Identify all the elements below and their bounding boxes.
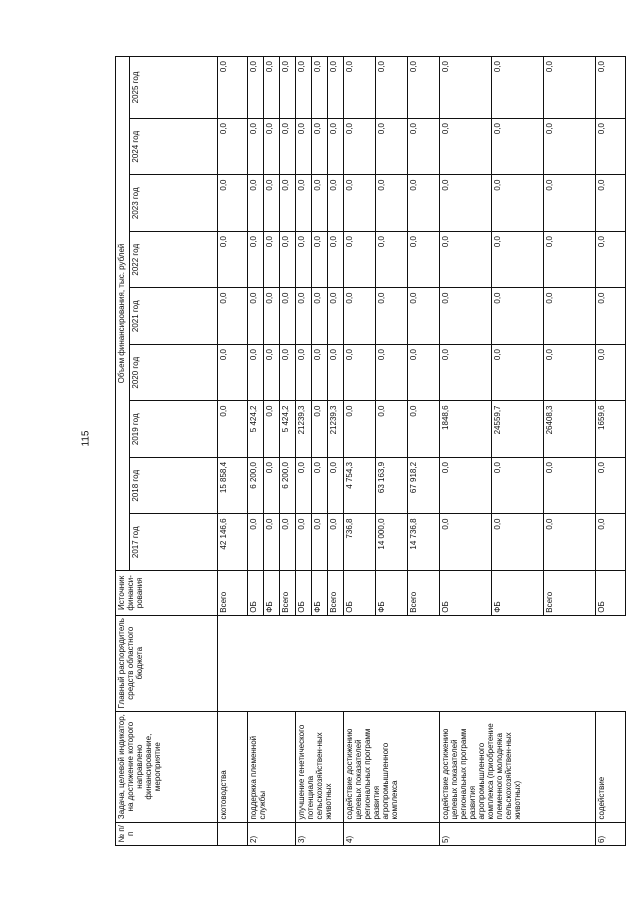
row-distributor xyxy=(440,615,596,711)
row-source: Всего xyxy=(544,570,596,615)
value-cell: 0,0 xyxy=(218,231,248,288)
value-cell: 67 918,2 xyxy=(408,457,440,514)
value-cell: 0,0 xyxy=(312,514,328,571)
row-task: содействие xyxy=(596,711,626,822)
row-source: Всего xyxy=(408,570,440,615)
value-cell: 0,0 xyxy=(296,514,312,571)
value-cell: 0,0 xyxy=(312,344,328,401)
header-distributor: Главный распорядитель средств областного бюджета xyxy=(116,615,218,711)
value-cell: 0,0 xyxy=(440,457,492,514)
row-task: содействие достижению целевых показателей региональных программ развития агропромышленного комплекса (приобретение племенного молодняка сельскохозяйствен-ных животных) xyxy=(440,711,596,822)
value-cell: 0,0 xyxy=(248,288,264,345)
value-cell: 0,0 xyxy=(544,57,596,119)
value-cell: 0,0 xyxy=(280,514,296,571)
value-cell: 0,0 xyxy=(492,57,544,119)
value-cell: 0,0 xyxy=(596,118,626,175)
value-cell: 0,0 xyxy=(344,344,376,401)
value-cell: 0,0 xyxy=(596,344,626,401)
value-cell: 0,0 xyxy=(544,514,596,571)
value-cell: 0,0 xyxy=(280,288,296,345)
row-source: ОБ xyxy=(248,570,264,615)
value-cell: 0,0 xyxy=(408,57,440,119)
value-cell: 15 858,4 xyxy=(218,457,248,514)
row-task: скотоводства xyxy=(218,711,248,822)
value-cell: 0,0 xyxy=(376,288,408,345)
table-row xyxy=(296,57,312,846)
value-cell: 0,0 xyxy=(544,344,596,401)
value-cell: 0,0 xyxy=(264,231,280,288)
value-cell: 0,0 xyxy=(296,57,312,119)
header-year: 2024 год xyxy=(130,118,218,175)
value-cell: 0,0 xyxy=(312,288,328,345)
value-cell: 5 424,2 xyxy=(280,401,296,458)
table-row xyxy=(344,57,376,846)
header-year: 2022 год xyxy=(130,231,218,288)
value-cell: 21239,3 xyxy=(328,401,344,458)
value-cell: 0,0 xyxy=(408,288,440,345)
value-cell: 0,0 xyxy=(312,401,328,458)
value-cell: 0,0 xyxy=(408,401,440,458)
value-cell: 0,0 xyxy=(544,288,596,345)
value-cell: 0,0 xyxy=(264,344,280,401)
value-cell: 0,0 xyxy=(264,118,280,175)
value-cell: 0,0 xyxy=(312,231,328,288)
value-cell: 0,0 xyxy=(440,288,492,345)
value-cell: 0,0 xyxy=(544,118,596,175)
value-cell: 0,0 xyxy=(248,344,264,401)
value-cell: 0,0 xyxy=(544,175,596,232)
row-source: Всего xyxy=(218,570,248,615)
header-year: 2023 год xyxy=(130,175,218,232)
value-cell: 0,0 xyxy=(344,175,376,232)
value-cell: 0,0 xyxy=(328,288,344,345)
value-cell: 63 163,9 xyxy=(376,457,408,514)
value-cell: 21239,3 xyxy=(296,401,312,458)
value-cell: 0,0 xyxy=(218,57,248,119)
value-cell: 0,0 xyxy=(344,288,376,345)
value-cell: 0,0 xyxy=(596,514,626,571)
row-number xyxy=(218,822,248,845)
value-cell: 42 146,6 xyxy=(218,514,248,571)
value-cell: 0,0 xyxy=(408,175,440,232)
value-cell: 0,0 xyxy=(248,57,264,119)
table-body xyxy=(218,57,626,846)
header-no: № п/п xyxy=(116,822,218,845)
row-distributor xyxy=(248,615,296,711)
value-cell: 0,0 xyxy=(328,231,344,288)
row-distributor xyxy=(596,615,626,711)
value-cell: 0,0 xyxy=(376,344,408,401)
value-cell: 0,0 xyxy=(218,344,248,401)
value-cell: 0,0 xyxy=(492,118,544,175)
header-year: 2021 год xyxy=(130,288,218,345)
value-cell: 0,0 xyxy=(328,57,344,119)
value-cell: 0,0 xyxy=(296,175,312,232)
value-cell: 0,0 xyxy=(376,401,408,458)
row-source: ОБ xyxy=(440,570,492,615)
value-cell: 0,0 xyxy=(218,118,248,175)
row-task: улучшение генетического потенциала сельскохозяйствен-ных животных xyxy=(296,711,344,822)
table-row xyxy=(218,57,248,846)
header-source: Источник финанси-рования xyxy=(116,570,218,615)
value-cell: 0,0 xyxy=(296,344,312,401)
row-distributor xyxy=(218,615,248,711)
row-source: ОБ xyxy=(296,570,312,615)
table-row xyxy=(248,57,264,846)
row-number: 5) xyxy=(440,822,596,845)
value-cell: 1848,6 xyxy=(440,401,492,458)
value-cell: 4 754,3 xyxy=(344,457,376,514)
value-cell: 0,0 xyxy=(344,231,376,288)
financing-table-rotated xyxy=(115,56,640,846)
value-cell: 0,0 xyxy=(440,514,492,571)
value-cell: 0,0 xyxy=(544,231,596,288)
value-cell: 0,0 xyxy=(218,401,248,458)
page-number: 115 xyxy=(80,430,92,447)
row-number: 4) xyxy=(344,822,440,845)
value-cell: 0,0 xyxy=(312,118,328,175)
row-source: ОБ xyxy=(344,570,376,615)
row-task: содействие достижению целевых показателей региональных программ развития агропромышленного комплекса xyxy=(344,711,440,822)
value-cell: 0,0 xyxy=(280,344,296,401)
value-cell: 0,0 xyxy=(492,231,544,288)
value-cell: 0,0 xyxy=(328,175,344,232)
value-cell: 0,0 xyxy=(492,175,544,232)
value-cell: 0,0 xyxy=(408,344,440,401)
value-cell: 0,0 xyxy=(248,231,264,288)
value-cell: 0,0 xyxy=(492,457,544,514)
value-cell: 0,0 xyxy=(312,175,328,232)
value-cell: 0,0 xyxy=(440,344,492,401)
value-cell: 0,0 xyxy=(440,118,492,175)
header-year: 2019 год xyxy=(130,401,218,458)
value-cell: 0,0 xyxy=(440,175,492,232)
value-cell: 0,0 xyxy=(596,288,626,345)
value-cell: 0,0 xyxy=(492,514,544,571)
value-cell: 0,0 xyxy=(296,118,312,175)
value-cell: 6 200,0 xyxy=(248,457,264,514)
header-year: 2020 год xyxy=(130,344,218,401)
value-cell: 0,0 xyxy=(344,401,376,458)
value-cell: 0,0 xyxy=(248,514,264,571)
value-cell: 0,0 xyxy=(218,175,248,232)
value-cell: 0,0 xyxy=(218,288,248,345)
value-cell: 0,0 xyxy=(280,57,296,119)
value-cell: 0,0 xyxy=(376,231,408,288)
value-cell: 0,0 xyxy=(376,57,408,119)
value-cell: 0,0 xyxy=(596,175,626,232)
value-cell: 0,0 xyxy=(408,231,440,288)
value-cell: 14 000,0 xyxy=(376,514,408,571)
value-cell: 5 424,2 xyxy=(248,401,264,458)
value-cell: 0,0 xyxy=(492,288,544,345)
value-cell: 0,0 xyxy=(376,175,408,232)
value-cell: 0,0 xyxy=(264,57,280,119)
value-cell: 0,0 xyxy=(328,514,344,571)
value-cell: 26408,3 xyxy=(544,401,596,458)
value-cell: 0,0 xyxy=(596,57,626,119)
row-source: ФБ xyxy=(264,570,280,615)
value-cell: 24559,7 xyxy=(492,401,544,458)
header-year: 2018 год xyxy=(130,457,218,514)
value-cell: 0,0 xyxy=(328,457,344,514)
row-source: ФБ xyxy=(312,570,328,615)
value-cell: 0,0 xyxy=(408,118,440,175)
row-source: Всего xyxy=(280,570,296,615)
row-number: 3) xyxy=(296,822,344,845)
value-cell: 0,0 xyxy=(264,457,280,514)
row-source: Всего xyxy=(328,570,344,615)
value-cell: 0,0 xyxy=(344,118,376,175)
value-cell: 0,0 xyxy=(312,57,328,119)
value-cell: 1659,6 xyxy=(596,401,626,458)
value-cell: 0,0 xyxy=(328,118,344,175)
value-cell: 0,0 xyxy=(440,57,492,119)
value-cell: 0,0 xyxy=(596,457,626,514)
value-cell: 736,8 xyxy=(344,514,376,571)
financing-table xyxy=(115,56,626,846)
value-cell: 0,0 xyxy=(280,231,296,288)
table-row xyxy=(440,57,492,846)
row-source: ОБ xyxy=(596,570,626,615)
value-cell: 0,0 xyxy=(264,175,280,232)
header-task: Задача, целевой индикатор, на достижение которого направлено финансирование, мероприятие xyxy=(116,711,218,822)
row-source: ФБ xyxy=(376,570,408,615)
header-year: 2017 год xyxy=(130,514,218,571)
value-cell: 0,0 xyxy=(248,175,264,232)
value-cell: 0,0 xyxy=(264,401,280,458)
value-cell: 0,0 xyxy=(248,118,264,175)
value-cell: 0,0 xyxy=(440,231,492,288)
value-cell: 0,0 xyxy=(596,231,626,288)
value-cell: 0,0 xyxy=(328,344,344,401)
header-volume: Объем финансирования, тыс. рублей xyxy=(116,57,130,571)
value-cell: 0,0 xyxy=(376,118,408,175)
value-cell: 0,0 xyxy=(296,231,312,288)
value-cell: 0,0 xyxy=(280,175,296,232)
value-cell: 0,0 xyxy=(544,457,596,514)
value-cell: 0,0 xyxy=(344,57,376,119)
header-year: 2025 год xyxy=(130,57,218,119)
value-cell: 14 736,8 xyxy=(408,514,440,571)
row-number: 2) xyxy=(248,822,296,845)
row-task: поддержка племенной службы xyxy=(248,711,296,822)
row-source: ФБ xyxy=(492,570,544,615)
value-cell: 0,0 xyxy=(296,457,312,514)
value-cell: 0,0 xyxy=(312,457,328,514)
value-cell: 0,0 xyxy=(264,514,280,571)
value-cell: 0,0 xyxy=(296,288,312,345)
value-cell: 6 200,0 xyxy=(280,457,296,514)
table-row xyxy=(596,57,626,846)
row-number: 6) xyxy=(596,822,626,845)
row-distributor xyxy=(344,615,440,711)
value-cell: 0,0 xyxy=(280,118,296,175)
value-cell: 0,0 xyxy=(264,288,280,345)
value-cell: 0,0 xyxy=(492,344,544,401)
row-distributor xyxy=(296,615,344,711)
